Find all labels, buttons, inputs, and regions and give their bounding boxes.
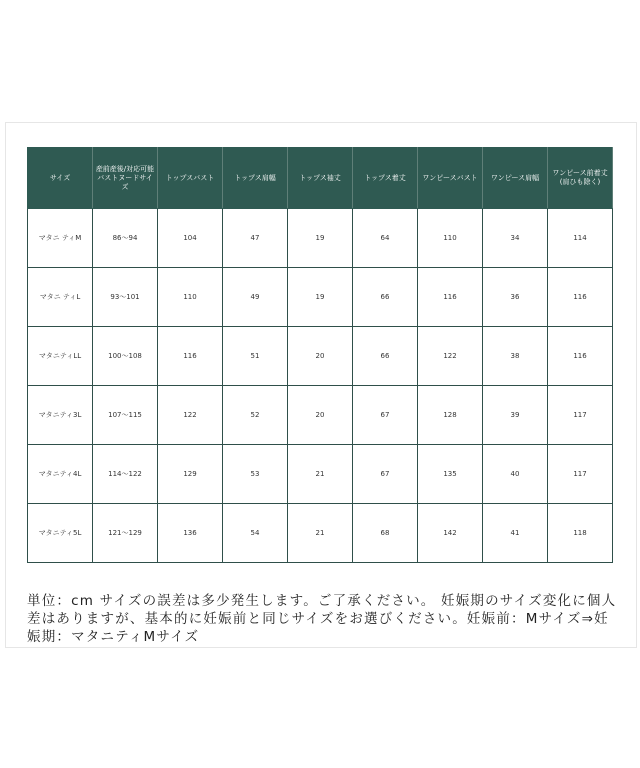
size-note: 単位：cm サイズの誤差は多少発生します。ご了承ください。 妊娠期のサイズ変化に個人差はありますが、基本的に妊娠前と同じサイズをお選びください。妊娠前：Mサイズ⇒妊娠期：マタニティMサイズ (27, 593, 617, 645)
table-cell: 122 (418, 327, 483, 386)
table-cell: 114〜122 (93, 445, 158, 504)
table-cell: 21 (288, 504, 353, 563)
table-row (28, 445, 613, 504)
table-cell: 20 (288, 386, 353, 445)
table-cell: 66 (353, 268, 418, 327)
table-row (28, 268, 613, 327)
header-onepiece-length: ワンピース前着丈 (肩ひも除く) (548, 148, 613, 209)
table-cell: 129 (158, 445, 223, 504)
table-cell: 116 (418, 268, 483, 327)
table-header-row (28, 148, 613, 209)
table-cell: 19 (288, 268, 353, 327)
table-cell: 122 (158, 386, 223, 445)
table-row (28, 327, 613, 386)
header-tops-sleeve: トップス袖丈 (288, 148, 353, 209)
table-cell: 20 (288, 327, 353, 386)
table-cell: 135 (418, 445, 483, 504)
table-cell: 40 (483, 445, 548, 504)
table-cell: 117 (548, 445, 613, 504)
table-cell: 142 (418, 504, 483, 563)
table-cell: 39 (483, 386, 548, 445)
table-cell: 52 (223, 386, 288, 445)
table-cell: 128 (418, 386, 483, 445)
table-cell: 116 (548, 268, 613, 327)
table-cell: 54 (223, 504, 288, 563)
table-cell: 64 (353, 209, 418, 268)
table-cell: 110 (158, 268, 223, 327)
table-cell: 67 (353, 445, 418, 504)
table-cell: 93〜101 (93, 268, 158, 327)
table-cell: 121〜129 (93, 504, 158, 563)
table-cell: マタニティ5L (28, 504, 93, 563)
header-onepiece-shoulder: ワンピース肩幅 (483, 148, 548, 209)
header-onepiece-bust: ワンピースバスト (418, 148, 483, 209)
table-cell: 47 (223, 209, 288, 268)
header-tops-shoulder: トップス肩幅 (223, 148, 288, 209)
table-row (28, 386, 613, 445)
table-cell: 117 (548, 386, 613, 445)
table-cell: 36 (483, 268, 548, 327)
table-cell: マタニティ4L (28, 445, 93, 504)
header-tops-bust: トップスバスト (158, 148, 223, 209)
table-cell: マタニ ティL (28, 268, 93, 327)
table-cell: 66 (353, 327, 418, 386)
table-cell: 19 (288, 209, 353, 268)
table-cell: 116 (548, 327, 613, 386)
size-table (27, 147, 613, 563)
table-cell: 136 (158, 504, 223, 563)
table-cell: 114 (548, 209, 613, 268)
table-cell: 116 (158, 327, 223, 386)
table-cell: 41 (483, 504, 548, 563)
table-cell: 104 (158, 209, 223, 268)
table-cell: 100〜108 (93, 327, 158, 386)
table-row (28, 504, 613, 563)
header-tops-length: トップス着丈 (353, 148, 418, 209)
table-cell: 118 (548, 504, 613, 563)
header-size: サイズ (28, 148, 93, 209)
table-cell: マタニ ティM (28, 209, 93, 268)
header-bust-nude: 産前産後/対応可能 バストヌードサイズ (93, 148, 158, 209)
table-cell: マタニティ3L (28, 386, 93, 445)
table-cell: 38 (483, 327, 548, 386)
table-cell: 21 (288, 445, 353, 504)
table-cell: 34 (483, 209, 548, 268)
table-cell: 107〜115 (93, 386, 158, 445)
table-cell: 53 (223, 445, 288, 504)
table-row (28, 209, 613, 268)
table-cell: 86〜94 (93, 209, 158, 268)
table-cell: マタニティLL (28, 327, 93, 386)
table-cell: 67 (353, 386, 418, 445)
table-cell: 110 (418, 209, 483, 268)
table-cell: 49 (223, 268, 288, 327)
table-cell: 68 (353, 504, 418, 563)
table-cell: 51 (223, 327, 288, 386)
